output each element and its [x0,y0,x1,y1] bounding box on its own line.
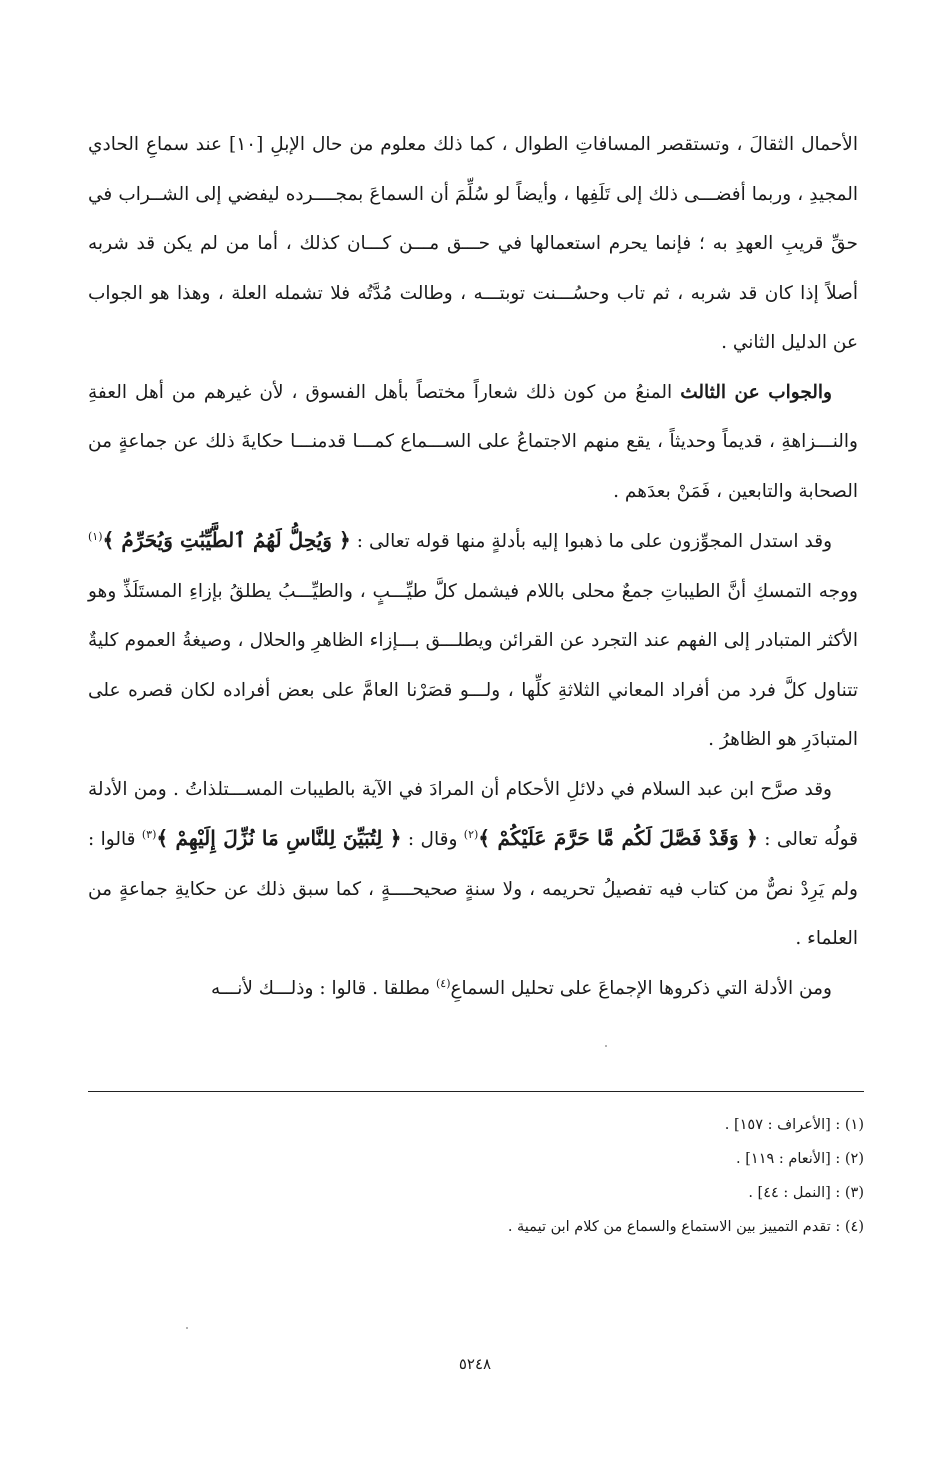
scan-speck [186,1327,188,1329]
page-number: ٥٢٤٨ [458,1355,492,1373]
paragraph-2-text: المنعُ من كون ذلك شعاراً مختصاً بأهل الفسوق ، لأن غيرهم من أهل العفةِ والنـــزاهةِ ، قديماً وحديثاً ، يقع منهم الاجتماعُ على الســـماع كمـــا قدمنـــا حكايةَ ذلك عن جماعةٍ من الصحابة والتابعين ، فَمَنْ بعدَهم . [88,381,858,502]
paragraph-4 [88,765,858,964]
footnote-ref-2: (٢) [463,827,479,841]
footnote-1: (١) : [الأعراف : ١٥٧] . [724,1117,864,1133]
footnotes [88,1108,864,1244]
paragraph-5-text-after: مطلقا . قالوا : وذلـــك لأنـــه [211,977,436,999]
paragraph-5 [88,964,858,1014]
footnote-4: (٤) : تقدم التمييز بين الاستماع والسماع من كلام ابن تيمية . [507,1219,864,1235]
footnote-ref-4: (٤) [436,976,451,990]
quran-verse-anam: ﴿ وَقَدْ فَصَّلَ لَكُم مَّا حَرَّمَ عَلَيْكُمْ ﴾ [478,826,758,850]
paragraph-4-text-3: قالوا : ولم يَرِدْ نصٌّ من كتاب فيه تفصيلُ تحريمه ، ولا سنةٍ صحيحــــةٍ ، كما سبق ذلك عن حكايةِ جماعةٍ من العلماء . [88,829,858,949]
paragraph-1-text: الأحمال الثقالَ ، وتستقصر المسافاتِ الطوال ، كما ذلك معلوم من حال الإبلِ [١٠] عند سماعِ الحادي المجيدِ ، وربما أفضـــى ذلك إلى تَلَفِها ، وأيضاً لو سُلِّمَ أن السماعَ بمجــــرده ليفضي إلى الشــراب في حقِّ قريبِ العهدِ به ؛ فإنما يحرم استعمالها في حـــق مـــن كـــان كذلك ، أما من لم يكن قد شربه أصلاً إذا كان قد شربه ، ثم تاب وحسُـــنت توبتـــه ، وطالت مُدَّتُه فلا تشمله العلة ، وهذا هو الجواب عن الدليل الثاني . [88,134,858,353]
quran-verse-nahl: ﴿ لِتُبَيِّنَ لِلنَّاسِ مَا نُزِّلَ إِلَيْهِمْ ﴾ [156,826,402,850]
paragraph-3 [88,516,858,765]
paragraph-2 [88,368,858,517]
footnote-ref-1: (١) [88,529,103,543]
paragraph-3-text-before: وقد استدل المجوِّزون على ما ذهبوا إليه بأدلةٍ منها قوله تعالى : [350,531,832,552]
footnote-ref-3: (٣) [141,827,157,841]
paragraph-1 [88,120,858,368]
footnote-3: (٣) : [النمل : ٤٤] . [748,1185,864,1201]
main-text [88,120,858,1013]
footnote-2: (٢) : [الأنعام : ١١٩] . [736,1151,864,1167]
paragraph-3-text-after: ووجه التمسكِ أنَّ الطيباتِ جمعٌ محلى باللام فيشمل كلَّ طيِّـــبٍ ، والطيِّـــبُ يطلقُ بإزاءِ المستَلَذِّ وهو الأكثر المتبادر إلى الفهم عند التجرد عن القرائن ويطلـــق بـــإزاء الظاهرِ والحلال ، وصيغةُ العموم كليةٌ تتناول كلَّ فرد من أفراد المعاني الثلاثةِ كلِّها ، ولـــو قصَرْنا العامَّ على بعض أفراده لكان قصره على المتبادَرِ هو الظاهرُ . [88,580,858,750]
paragraph-4-text-1: وقد صرَّح ابن عبد السلام في دلائلِ الأحكام أن المرادَ في الآية بالطيبات المســـتلذاتُ . ومن الأدلة قولُه تعالى : [88,778,858,850]
footnote-separator [88,1091,864,1092]
paragraph-4-text-2: وقال : [401,829,464,850]
quran-verse-araf: ﴿ وَيُحِلُّ لَهُمُ ٱلطَّيِّبَٰتِ وَيُحَرِّمُ ﴾ [102,528,351,552]
scan-speck [605,1045,607,1047]
paragraph-5-text-before: ومن الأدلة التي ذكروها الإجماعَ على تحليل السماعِ [450,977,832,999]
paragraph-2-lead: والجواب عن الثالث [680,381,832,403]
